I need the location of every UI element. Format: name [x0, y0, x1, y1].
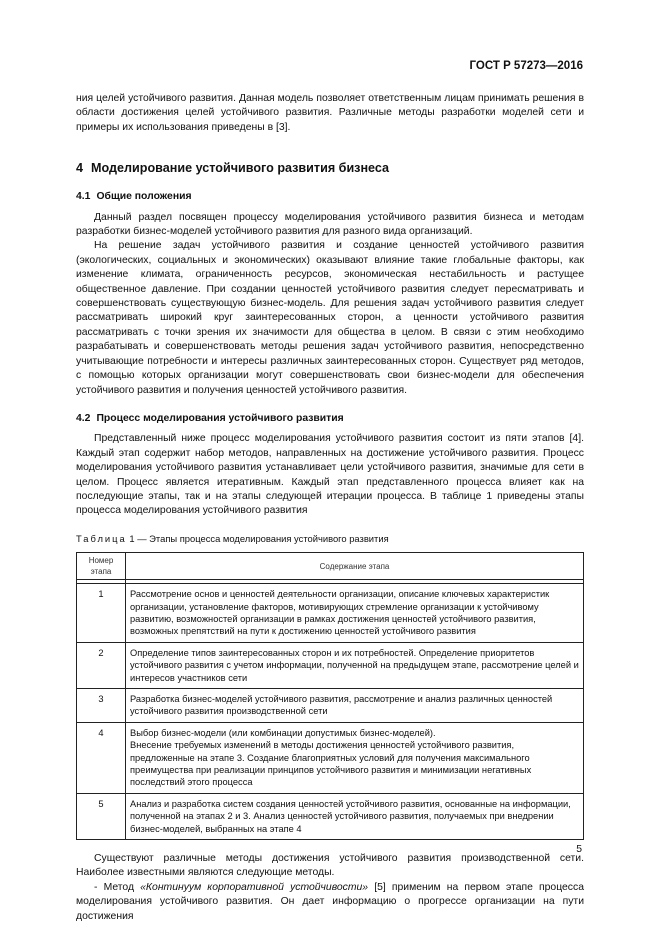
subsection-title: Процесс моделирования устойчивого развития: [96, 412, 344, 424]
list-item-prefix: - Метод: [94, 881, 141, 893]
section-4-heading: [76, 160, 584, 176]
paragraph: На решение задач устойчивого развития и создание ценностей устойчивого развития (экологических, социальных и экономических) оказывают влияние такие глобальные факторы, как изменение климата, ограниченность ресурсов, экономическая нестабильность и растущее общественное давление. При создании ценностей устойчивого развития следует пересматривать и совершенствовать существующую бизнес-модель. Для решения задач устойчивого развития следует рассматривать широкий круг заинтересованных сторон, а ценности устойчивого развития рассматривать с точки зрения их значимости для общества в целом. В связи с этим необходимо разрабатывать и совершенствовать методы решения задач устойчивого развития, непосредственно учитывающие потребности и интересы различных заинтересованных сторон. Существует ряд методов, с помощью которых организации могут совершенствовать свои бизнес-модели для обеспечения устойчивого развития и получения ценностей устойчивого развития.: [76, 240, 584, 396]
table-row: [77, 642, 584, 688]
stage-content: Рассмотрение основ и ценностей деятельности организации, описание ключевых характеристик организации, установление факторов, мотивирующих стремление организации к устойчивому развитию, возможностей организации в рамках достижения ценностей устойчивого развития, возможных препятствий на пути к достижению ценностей устойчивого развития: [126, 584, 584, 643]
stage-number: 5: [77, 793, 126, 839]
stage-number: 1: [77, 584, 126, 643]
subsection-number: 4.2: [76, 412, 91, 424]
paragraph: Данный раздел посвящен процессу моделирования устойчивого развития бизнеса и методам разработки бизнес-моделей устойчивого развития для разного вида организаций.: [76, 211, 584, 238]
column-header-content: Содержание этапа: [126, 553, 584, 580]
stage-number: 3: [77, 689, 126, 723]
method-list-item: [76, 881, 584, 924]
stage-content-line: Внесение требуемых изменений в методы достижения ценностей устойчивого развития, предложенные на этапе 3. Создание благоприятных условий для получения максимального преимущества при реализации принципов устойчивого развития и минимизации негативных последствий этого процесса: [130, 740, 532, 788]
stage-number: 4: [77, 722, 126, 793]
stage-number: 2: [77, 642, 126, 688]
stage-content: [126, 722, 584, 793]
intro-paragraph: ния целей устойчивого развития. Данная модель позволяет ответственным лицам принимать решения в области достижения целей устойчивого развития. Различные методы разработки моделей сети и примеры их использования приведены в [3].: [76, 93, 584, 133]
table-row: [77, 722, 584, 793]
subsection-number: 4.1: [76, 191, 91, 203]
stage-content: Анализ и разработка систем создания ценностей устойчивого развития, основанные на информации, полученной на этапах 2 и 3. Анализ ценностей устойчивого развития, получаемых при внедрении бизнес-моделей, выбранных на этапе 4: [126, 793, 584, 839]
stage-content: Определение типов заинтересованных сторон и их потребностей. Определение приоритетов устойчивого развития с учетом информации, полученной на предыдущем этапе, рассмотрение целей и интересов участников сети: [126, 642, 584, 688]
table-row: [77, 793, 584, 839]
table-caption-label: Таблица: [76, 532, 127, 544]
stage-content: Разработка бизнес-моделей устойчивого развития, рассмотрение и анализ различных ценностей устойчивого развития производственной сети: [126, 689, 584, 723]
column-header-number: Номер этапа: [77, 553, 126, 580]
list-item-text: [5] применим на первом этапе процесса моделирования устойчивого развития. Он дает информацию о прогрессе организации на пути достижения: [76, 881, 584, 922]
page-body: [76, 92, 584, 924]
stage-content-line: Выбор бизнес-модели (или комбинации допустимых бизнес-моделей).: [130, 727, 436, 738]
subsection-title: Общие положения: [96, 191, 192, 203]
table-caption: [76, 532, 584, 546]
paragraph: Существуют различные методы достижения устойчивого развития производственной сети. Наиболее известными являются следующие методы.: [76, 853, 584, 879]
subsection-4-1-heading: [76, 190, 584, 204]
stages-table: [76, 552, 584, 840]
method-name: «Континуум корпоративной устойчивости»: [140, 881, 369, 893]
paragraph: Представленный ниже процесс моделирования устойчивого развития состоит из пяти этапов [4]. Каждый этап содержит набор методов, направленных на достижение устойчивого развития. Процесс моделирования устойчивого развития устанавливает цели устойчивого развития, значимые для сети в целом. Процесс является итеративным. Каждый этап представленного процесса влияет как на последующие этапы, так и на этапы следующей итерации процесса. В таблице 1 приведены этапы процесса моделирования устойчивого развития: [76, 433, 584, 517]
table-row: [77, 584, 584, 643]
table-caption-title: 1 — Этапы процесса моделирования устойчивого развития: [129, 532, 389, 544]
standard-header: ГОСТ Р 57273—2016: [469, 60, 583, 72]
section-title: Моделирование устойчивого развития бизнеса: [91, 161, 390, 176]
table-header-row: [77, 553, 584, 580]
subsection-4-2-heading: [76, 412, 584, 426]
page-number: 5: [576, 844, 582, 855]
table-row: [77, 689, 584, 723]
section-number: 4: [76, 161, 84, 176]
